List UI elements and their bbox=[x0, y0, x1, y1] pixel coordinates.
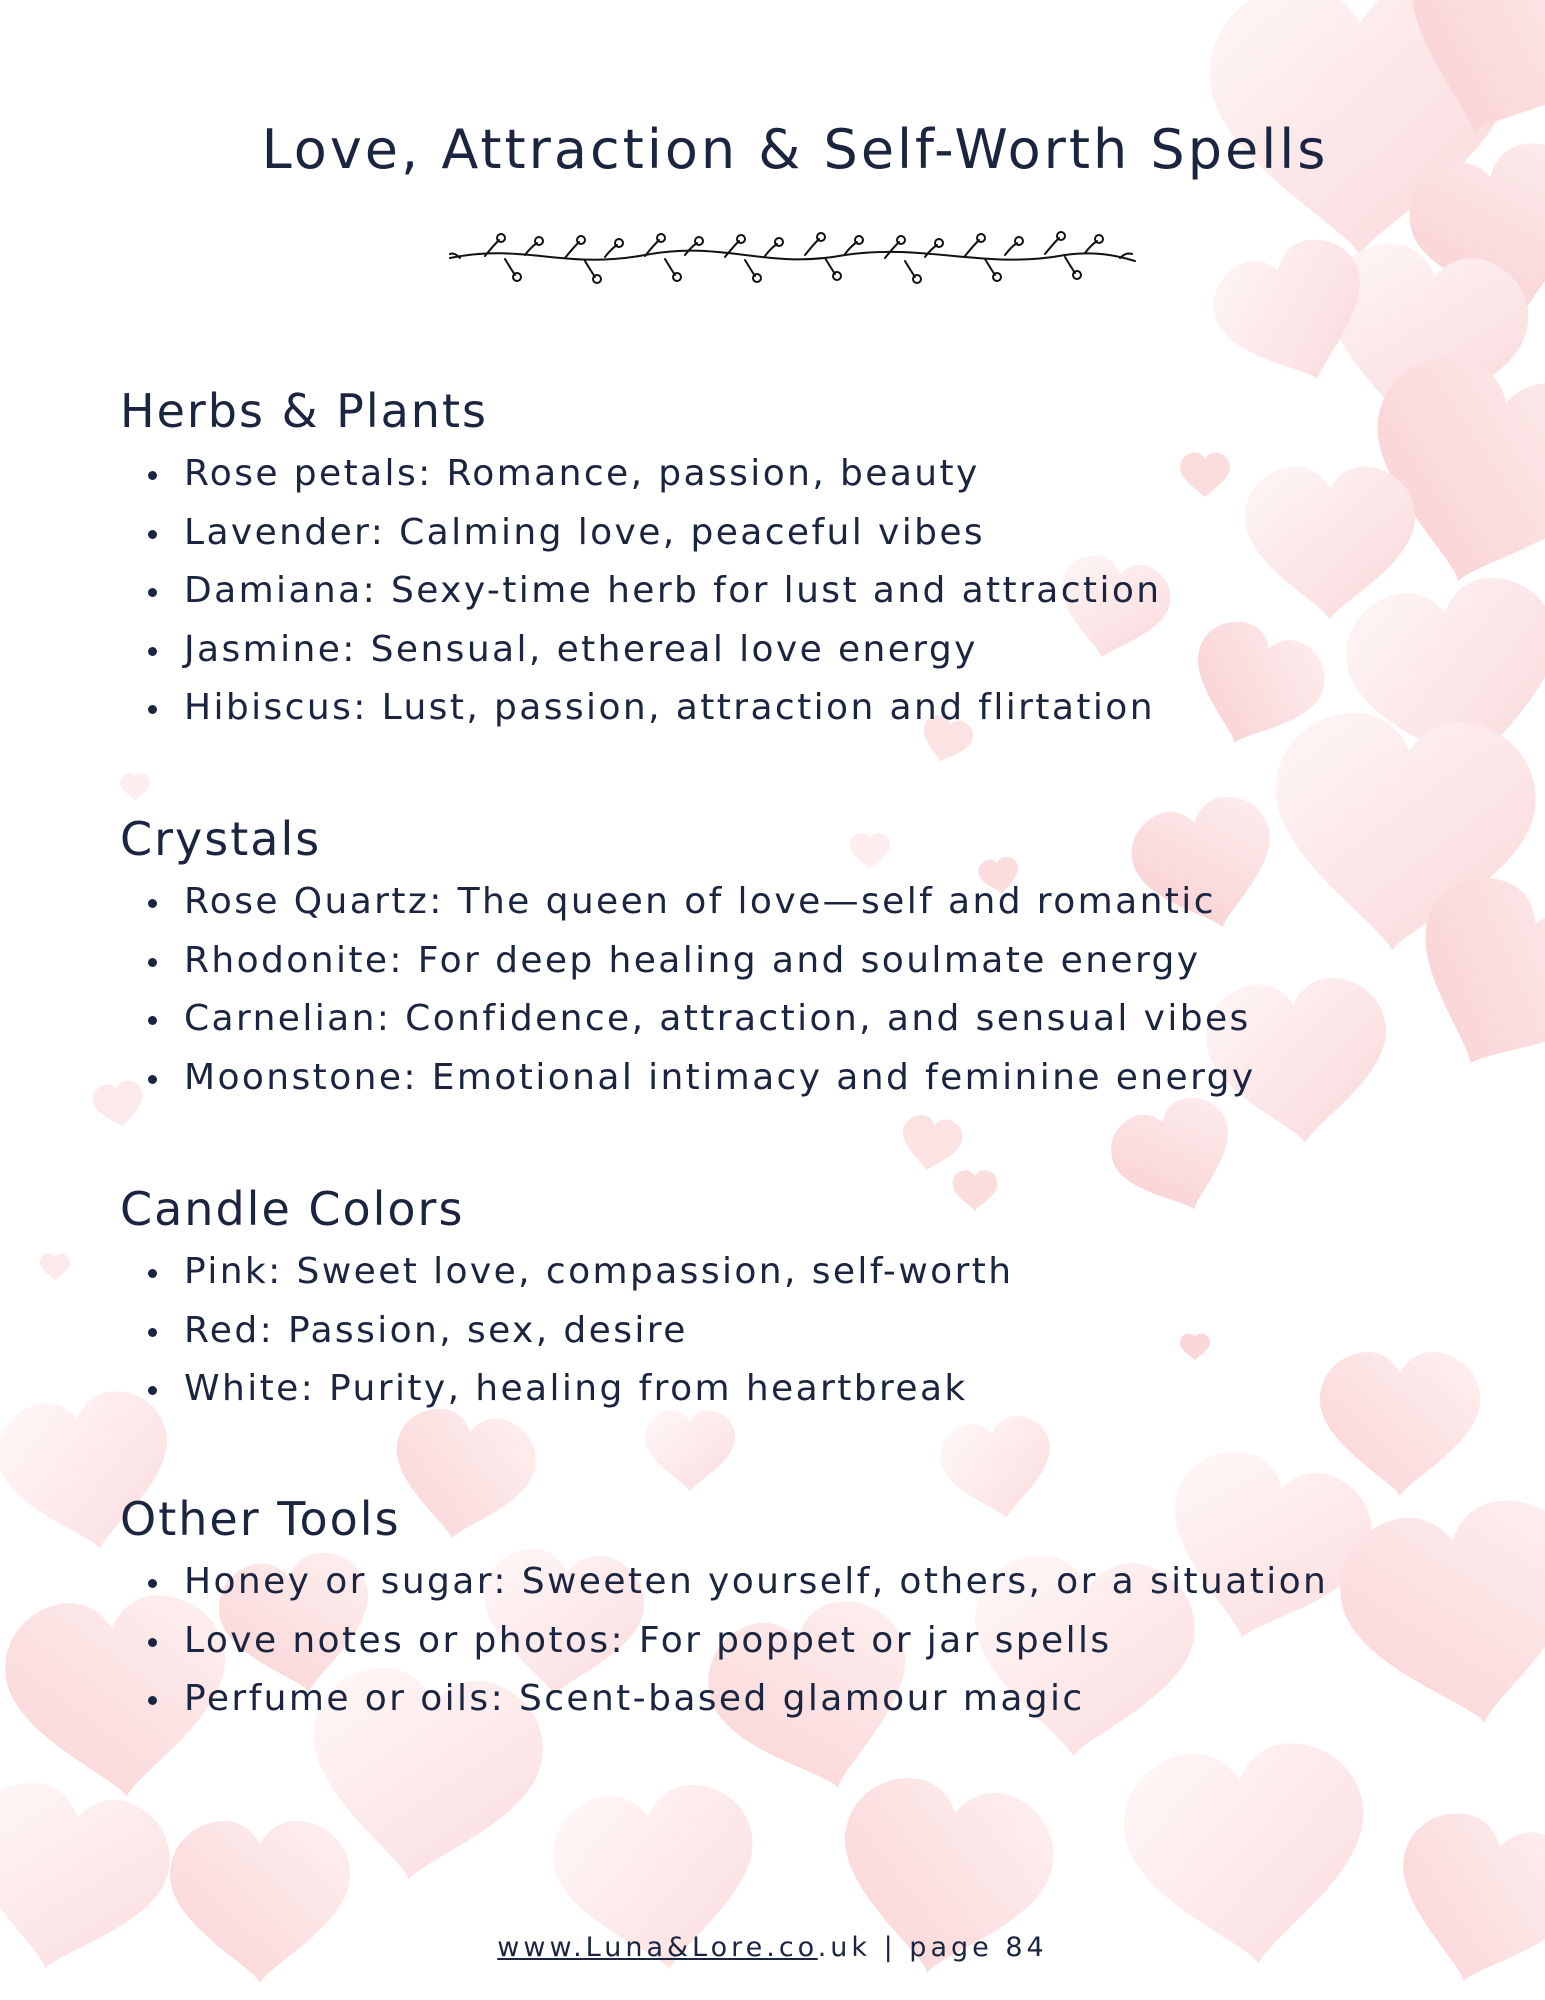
list-item: Rose petals: Romance, passion, beauty bbox=[120, 445, 1420, 504]
section-heading: Candle Colors bbox=[120, 1182, 465, 1236]
page-footer bbox=[0, 1932, 1545, 1963]
section-heading: Crystals bbox=[120, 812, 322, 866]
page-number-text: .uk | page 84 bbox=[817, 1932, 1048, 1963]
list-item: Perfume or oils: Scent-based glamour magic bbox=[120, 1670, 1420, 1729]
item-list bbox=[120, 873, 1420, 1107]
item-list bbox=[120, 445, 1420, 738]
list-item: Carnelian: Confidence, attraction, and sensual vibes bbox=[120, 990, 1420, 1049]
page-title: Love, Attraction & Self-Worth Spells bbox=[261, 118, 1329, 181]
list-item: Pink: Sweet love, compassion, self-worth bbox=[120, 1243, 1420, 1302]
floral-vine-divider bbox=[445, 225, 1140, 291]
section-heading: Herbs & Plants bbox=[120, 384, 488, 438]
section-heading: Other Tools bbox=[120, 1492, 401, 1546]
list-item: Damiana: Sexy-time herb for lust and attraction bbox=[120, 562, 1420, 621]
list-item: Lavender: Calming love, peaceful vibes bbox=[120, 504, 1420, 563]
website-link[interactable]: www.Luna&Lore.co bbox=[497, 1932, 818, 1963]
list-item: Honey or sugar: Sweeten yourself, others, or a situation bbox=[120, 1553, 1420, 1612]
list-item: Jasmine: Sensual, ethereal love energy bbox=[120, 621, 1420, 680]
list-item: Rose Quartz: The queen of love—self and romantic bbox=[120, 873, 1420, 932]
item-list bbox=[120, 1553, 1420, 1729]
section-candle-colors bbox=[120, 1181, 1420, 1419]
section-other-tools bbox=[120, 1491, 1420, 1729]
list-item: Red: Passion, sex, desire bbox=[120, 1302, 1420, 1361]
list-item: Moonstone: Emotional intimacy and feminine energy bbox=[120, 1049, 1420, 1108]
section-herbs-plants bbox=[120, 383, 1420, 738]
list-item: White: Purity, healing from heartbreak bbox=[120, 1360, 1420, 1419]
item-list bbox=[120, 1243, 1420, 1419]
section-crystals bbox=[120, 811, 1420, 1107]
list-item: Rhodonite: For deep healing and soulmate energy bbox=[120, 932, 1420, 991]
list-item: Hibiscus: Lust, passion, attraction and flirtation bbox=[120, 679, 1420, 738]
list-item: Love notes or photos: For poppet or jar spells bbox=[120, 1612, 1420, 1671]
